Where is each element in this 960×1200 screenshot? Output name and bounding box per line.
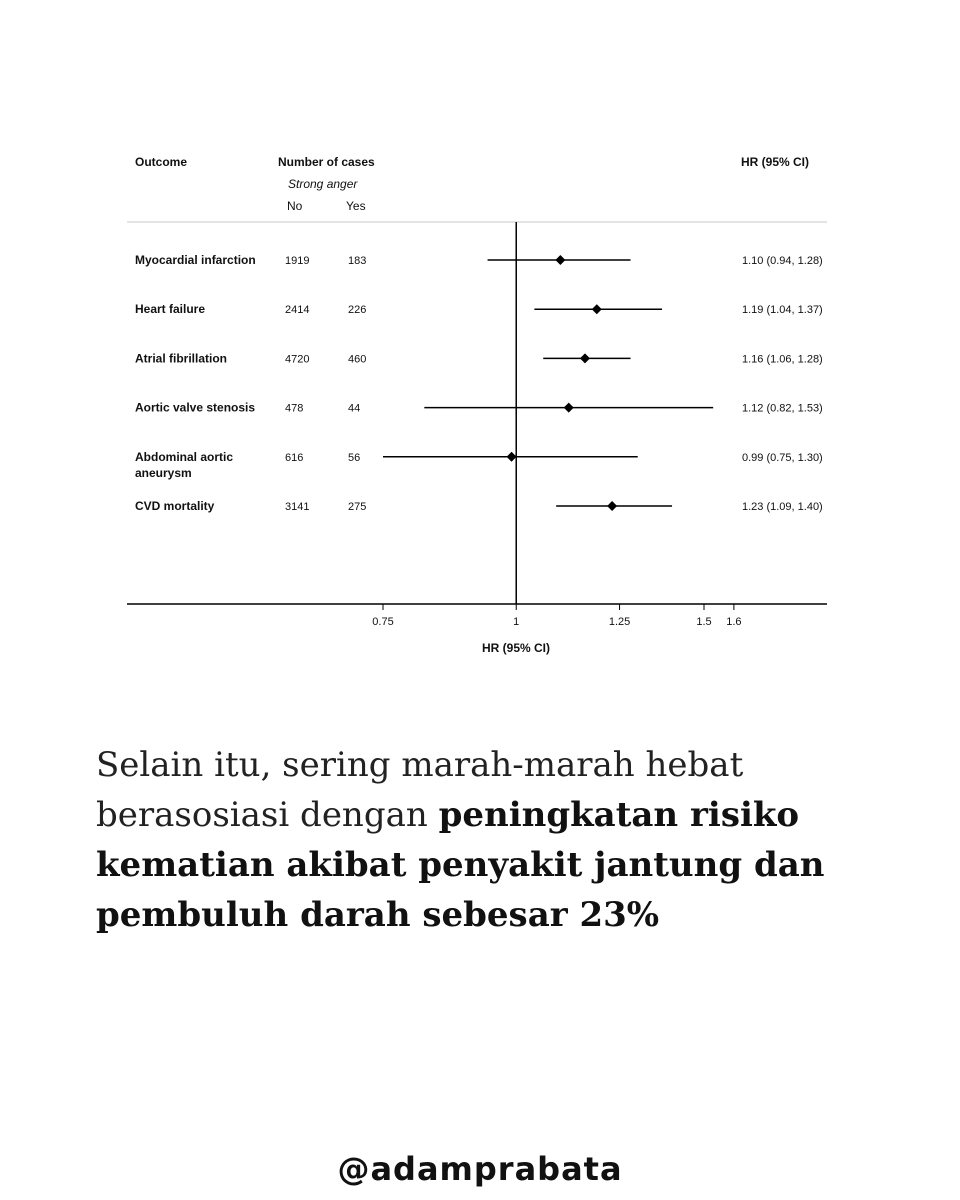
caption-bold: peningkatan risiko kematian akibat penyakit jantung dan pembuluh darah sebesar 23%	[96, 795, 825, 935]
row-hr-point	[555, 255, 565, 265]
row-hr-label: 1.19 (1.04, 1.37)	[742, 304, 823, 317]
caption-plain: Selain itu, sering marah-marah hebat berasosiasi dengan	[96, 745, 744, 835]
row-hr-label: 0.99 (0.75, 1.30)	[742, 451, 823, 464]
row-hr-label: 1.10 (0.94, 1.28)	[742, 255, 823, 267]
forest-row	[135, 450, 823, 480]
header-hr: HR (95% CI)	[741, 155, 810, 169]
header-outcome: Outcome	[135, 155, 188, 169]
row-outcome-label: Atrial fibrillation	[135, 351, 228, 366]
x-tick-label: 1.6	[726, 616, 742, 628]
row-hr-point	[580, 353, 590, 363]
row-outcome-label: aneurysm	[135, 465, 192, 480]
x-tick-label: 0.75	[372, 616, 394, 628]
row-hr-point	[607, 501, 617, 511]
row-outcome-label: CVD mortality	[135, 499, 215, 513]
row-hr-label: 1.12 (0.82, 1.53)	[742, 402, 823, 415]
row-hr-label: 1.23 (1.09, 1.40)	[742, 501, 823, 513]
row-cases-no: 4720	[285, 353, 310, 366]
row-outcome-label: Heart failure	[135, 302, 206, 317]
row-hr-point	[564, 403, 574, 413]
row-cases-yes: 460	[348, 353, 367, 366]
forest-row	[135, 351, 823, 365]
forest-row	[135, 302, 823, 316]
forest-row	[135, 401, 823, 415]
row-outcome-label: Myocardial infarction	[135, 253, 256, 267]
forest-row	[135, 253, 823, 267]
x-tick-label: 1.5	[696, 616, 712, 628]
forest-row	[135, 499, 823, 513]
header-number-of-cases: Number of cases	[278, 155, 375, 169]
header-exposure: Strong anger	[288, 177, 358, 191]
author-handle: @adamprabata	[337, 1150, 623, 1188]
row-hr-point	[592, 304, 602, 314]
row-outcome-label: Abdominal aortic	[135, 449, 234, 464]
row-cases-yes: 183	[348, 255, 367, 267]
row-cases-no: 3141	[285, 501, 310, 513]
row-cases-yes: 44	[348, 402, 361, 415]
forest-rows	[135, 253, 823, 513]
x-tick-label: 1	[513, 616, 520, 628]
row-cases-no: 1919	[285, 255, 310, 267]
x-axis-ticks	[372, 604, 741, 628]
row-hr-point	[507, 452, 517, 462]
row-hr-label: 1.16 (1.06, 1.28)	[742, 353, 823, 366]
x-tick-label: 1.25	[608, 616, 631, 628]
row-cases-yes: 226	[348, 304, 367, 317]
row-cases-no: 616	[285, 451, 304, 464]
caption-text	[96, 740, 856, 940]
header-yes: Yes	[346, 199, 366, 213]
row-cases-yes: 275	[348, 501, 367, 513]
row-cases-yes: 56	[348, 451, 361, 464]
row-outcome-label: Aortic valve stenosis	[135, 400, 256, 415]
row-cases-no: 478	[285, 402, 304, 415]
x-axis-label: HR (95% CI)	[481, 641, 551, 655]
header-no: No	[287, 199, 303, 213]
row-cases-no: 2414	[285, 304, 310, 317]
